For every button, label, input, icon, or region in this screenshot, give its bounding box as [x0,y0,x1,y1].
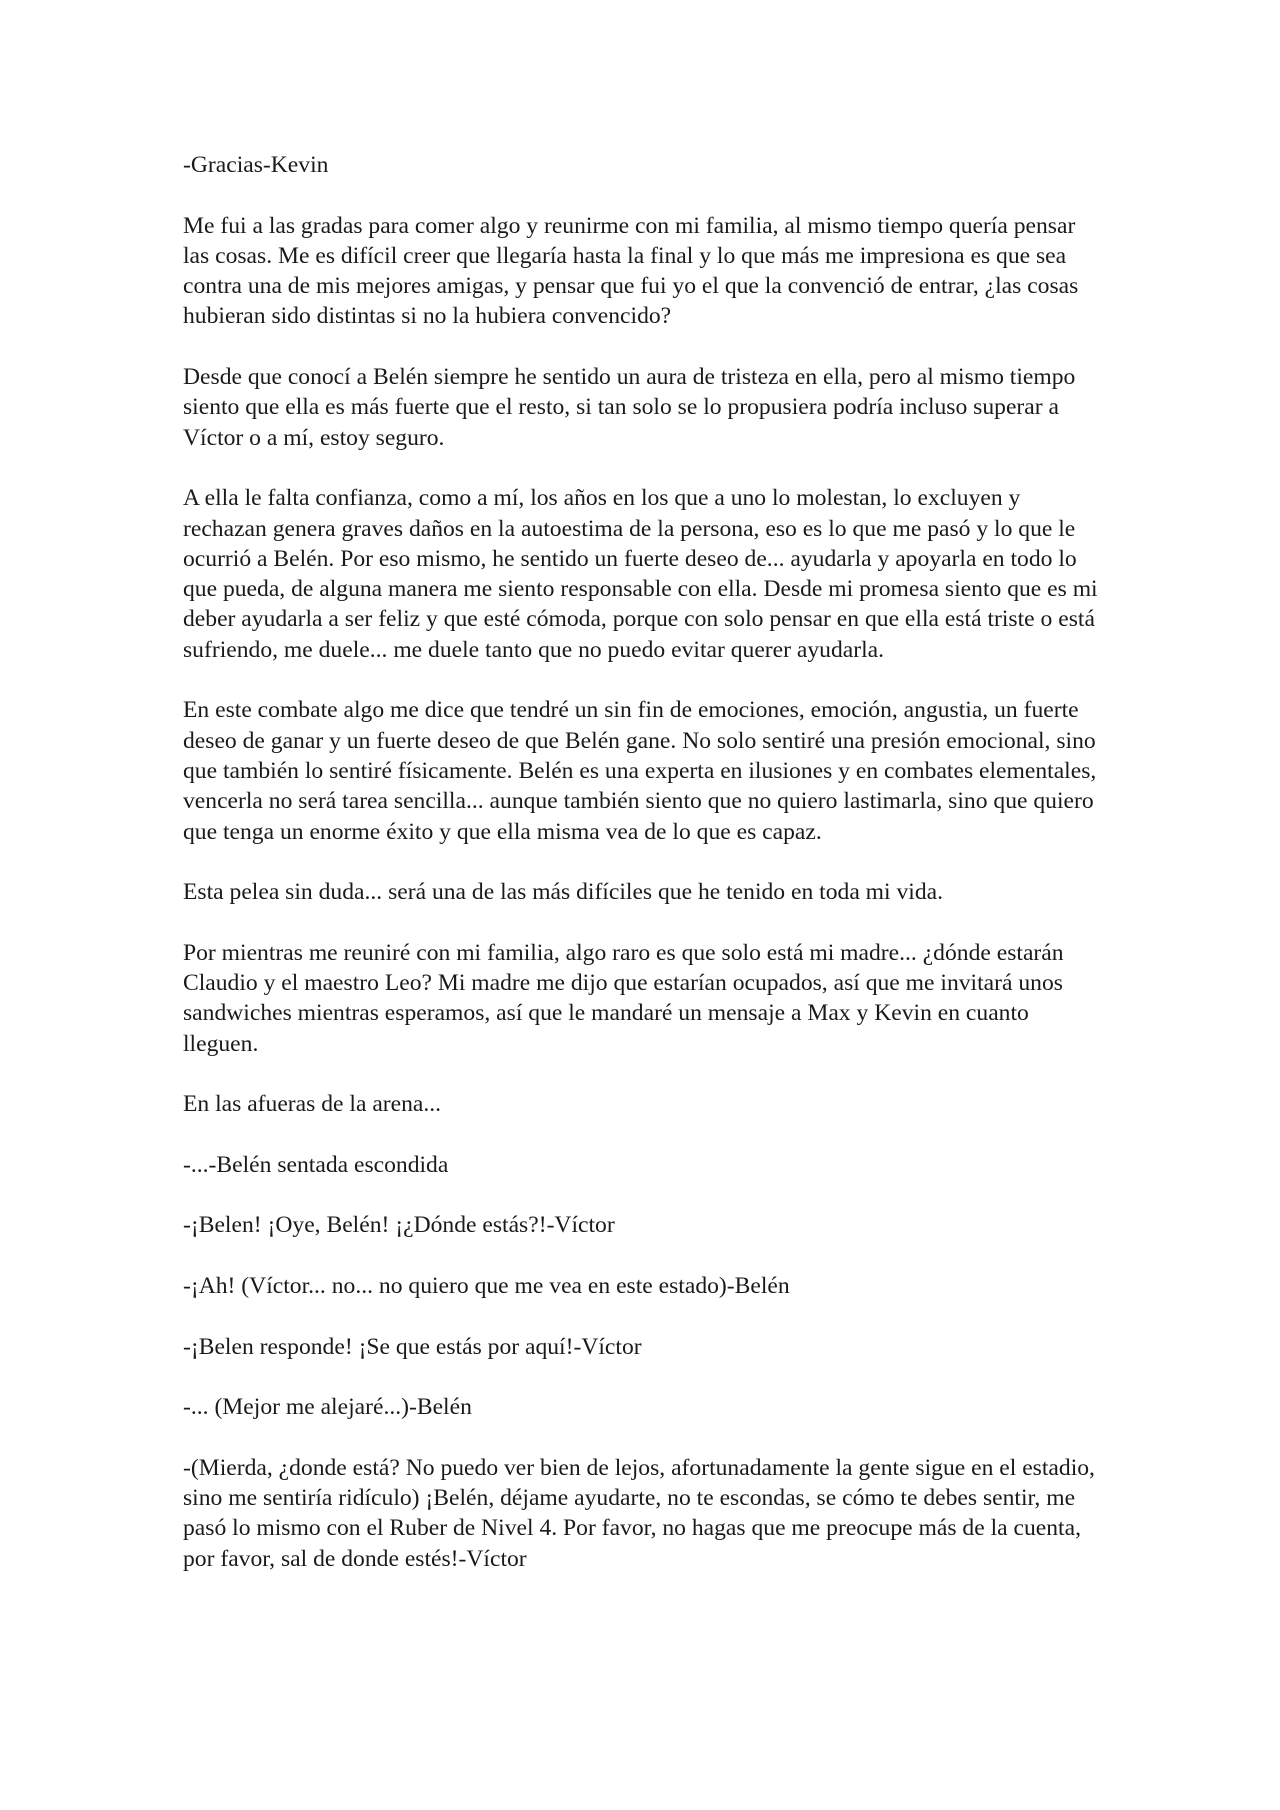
paragraph-confianza: A ella le falta confianza, como a mí, los años en los que a uno lo molestan, lo excluyen y rechazan genera graves daños en la autoestima de la persona, eso es lo que me pasó y lo que le ocurrió a Belén. Por eso mismo, he sentido un fuerte deseo de... ayudarla y apoyarla en todo lo que pueda, de alguna manera me siento responsable con ella. Desde mi promesa siento que es mi deber ayudarla a ser feliz y que esté cómoda, porque con solo pensar en que ella está triste o está sufriendo, me duele... me duele tanto que no puedo evitar querer ayudarla. [183,485,1098,663]
paragraph-dialogue-victor-llama: -¡Belen! ¡Oye, Belén! ¡¿Dónde estás?!-Víctor [183,1212,615,1239]
paragraph-pelea: Esta pelea sin duda... será una de las más difíciles que he tenido en toda mi vida. [183,879,944,906]
paragraph-belen-tristeza: Desde que conocí a Belén siempre he sentido un aura de tristeza en ella, pero al mismo tiempo siento que ella es más fuerte que el resto, si tan solo se lo propusiera podría incluso superar a Víctor o a mí, estoy seguro. [183,364,1076,451]
paragraph-dialogue-belen-alejare: -... (Mejor me alejaré...)-Belén [183,1394,472,1421]
paragraph-familia: Por mientras me reuniré con mi familia, algo raro es que solo está mi madre... ¿dónde estarán Claudio y el maestro Leo? Mi madre me dijo que estarían ocupados, así que me invitará unos sandwiches mientras esperamos, así que le mandaré un mensaje a Max y Kevin en cuanto lleguen. [183,939,1064,1057]
paragraph-dialogue-victor-mierda: -(Mierda, ¿donde está? No puedo ver bien de lejos, afortunadamente la gente sigue en el estadio, sino me sentiría ridículo) ¡Belén, déjame ayudarte, no te escondas, se cómo te debes sentir, me pasó lo mismo con el Ruber de Nivel 4. Por favor, no hagas que me preocupe más de la cuenta, por favor, sal de donde estés!-Víctor [183,1454,1095,1572]
paragraph-afueras: En las afueras de la arena... [183,1091,442,1118]
paragraph-dialogue-belen-escondida: -...-Belén sentada escondida [183,1151,449,1178]
document-body [183,150,1103,1604]
paragraph-combate: En este combate algo me dice que tendré un sin fin de emociones, emoción, angustia, un fuerte deseo de ganar y un fuerte deseo de que Belén gane. No solo sentiré una presión emocional, sino que también lo sentiré físicamente. Belén es una experta en ilusiones y en combates elementales, vencerla no será tarea sencilla... aunque también siento que no quiero lastimarla, sino que quiero que tenga un enorme éxito y que ella misma vea de lo que es capaz. [183,697,1097,845]
paragraph-dialogue-victor-responde: -¡Belen responde! ¡Se que estás por aquí!-Víctor [183,1333,642,1360]
paragraph-gradas: Me fui a las gradas para comer algo y reunirme con mi familia, al mismo tiempo quería pensar las cosas. Me es difícil creer que llegaría hasta la final y lo que más me impresiona es que sea contra una de mis mejores amigas, y pensar que fui yo el que la convenció de entrar, ¿las cosas hubieran sido distintas si no la hubiera convencido? [183,212,1079,330]
paragraph-dialogue-belen-ah: -¡Ah! (Víctor... no... no quiero que me vea en este estado)-Belén [183,1272,790,1299]
paragraph-dialogue-gracias-kevin: -Gracias-Kevin [183,152,329,178]
